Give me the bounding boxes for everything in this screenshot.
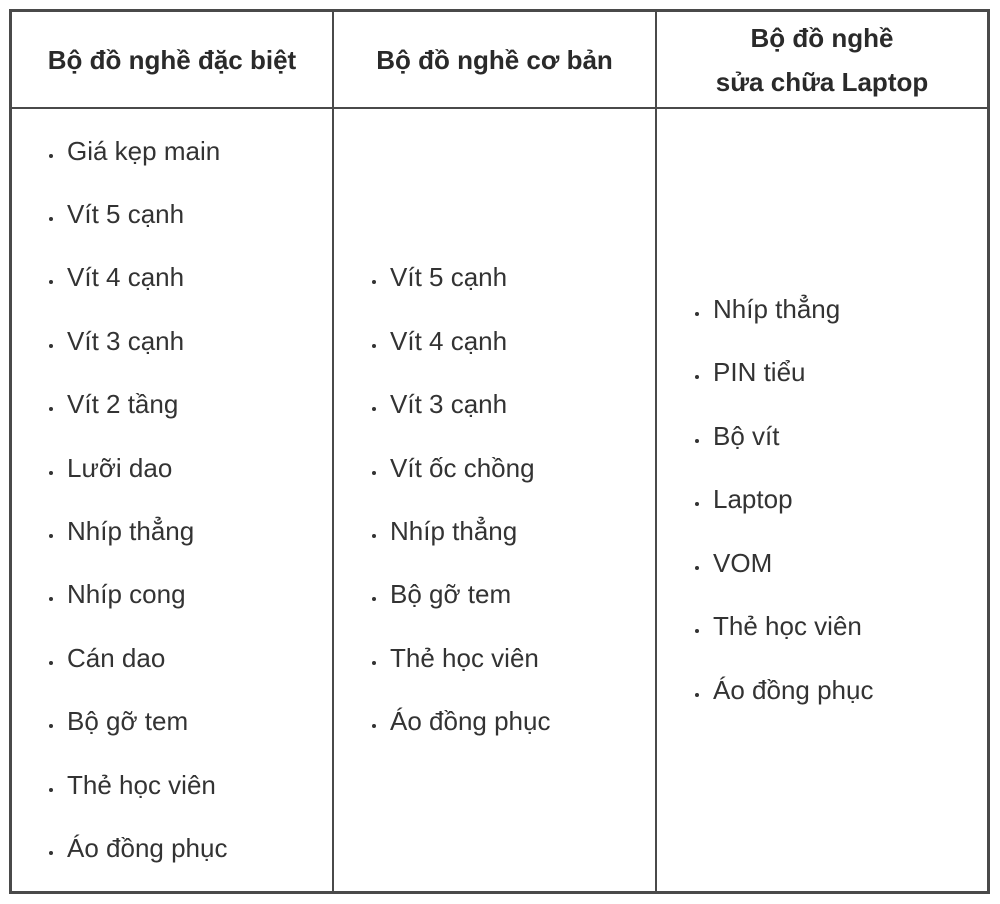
list-item: Áo đồng phục	[691, 659, 873, 722]
list-item: Vít 5 cạnh	[368, 246, 550, 309]
header-line: sửa chữa Laptop	[715, 66, 929, 97]
column-divider	[655, 12, 657, 891]
list-item: Vít 2 tầng	[45, 373, 227, 436]
list-item: Vít 5 cạnh	[45, 183, 227, 246]
list-item: Nhíp thẳng	[45, 500, 227, 563]
list-item: Vít 3 cạnh	[368, 373, 550, 436]
list-item: Nhíp thẳng	[691, 278, 873, 341]
header-line: Bộ đồ nghề	[750, 22, 894, 53]
header-basic-kit	[334, 12, 655, 107]
header-line: Bộ đồ nghề cơ bản	[376, 44, 613, 75]
column-divider	[332, 12, 334, 891]
list-item: Áo đồng phục	[368, 690, 550, 753]
list-item: Vít 3 cạnh	[45, 310, 227, 373]
list-item: Thẻ học viên	[45, 754, 227, 817]
item-list	[368, 246, 550, 753]
list-item: Thẻ học viên	[691, 595, 873, 658]
list-item: VOM	[691, 532, 873, 595]
item-list	[45, 120, 227, 881]
list-item: Vít 4 cạnh	[45, 246, 227, 309]
list-item: Bộ gỡ tem	[368, 563, 550, 626]
list-item: Vít 4 cạnh	[368, 310, 550, 373]
list-item: Giá kẹp main	[45, 120, 227, 183]
cell-special-kit-items	[45, 109, 330, 891]
cell-basic-kit-items	[368, 109, 653, 891]
list-item: Bộ vít	[691, 405, 873, 468]
list-item: Nhíp cong	[45, 563, 227, 626]
list-item: Thẻ học viên	[368, 627, 550, 690]
list-item: Bộ gỡ tem	[45, 690, 227, 753]
item-list	[691, 278, 873, 722]
list-item: Nhíp thẳng	[368, 500, 550, 563]
header-line: Bộ đồ nghề đặc biệt	[47, 44, 297, 75]
list-item: Áo đồng phục	[45, 817, 227, 880]
list-item: Lưỡi dao	[45, 437, 227, 500]
list-item: Cán dao	[45, 627, 227, 690]
header-special-kit	[12, 12, 332, 107]
equipment-table	[9, 9, 990, 894]
list-item: Laptop	[691, 468, 873, 531]
header-laptop-repair-kit	[657, 12, 987, 107]
list-item: Vít ốc chồng	[368, 437, 550, 500]
cell-laptop-repair-kit-items	[691, 109, 986, 891]
list-item: PIN tiểu	[691, 341, 873, 404]
